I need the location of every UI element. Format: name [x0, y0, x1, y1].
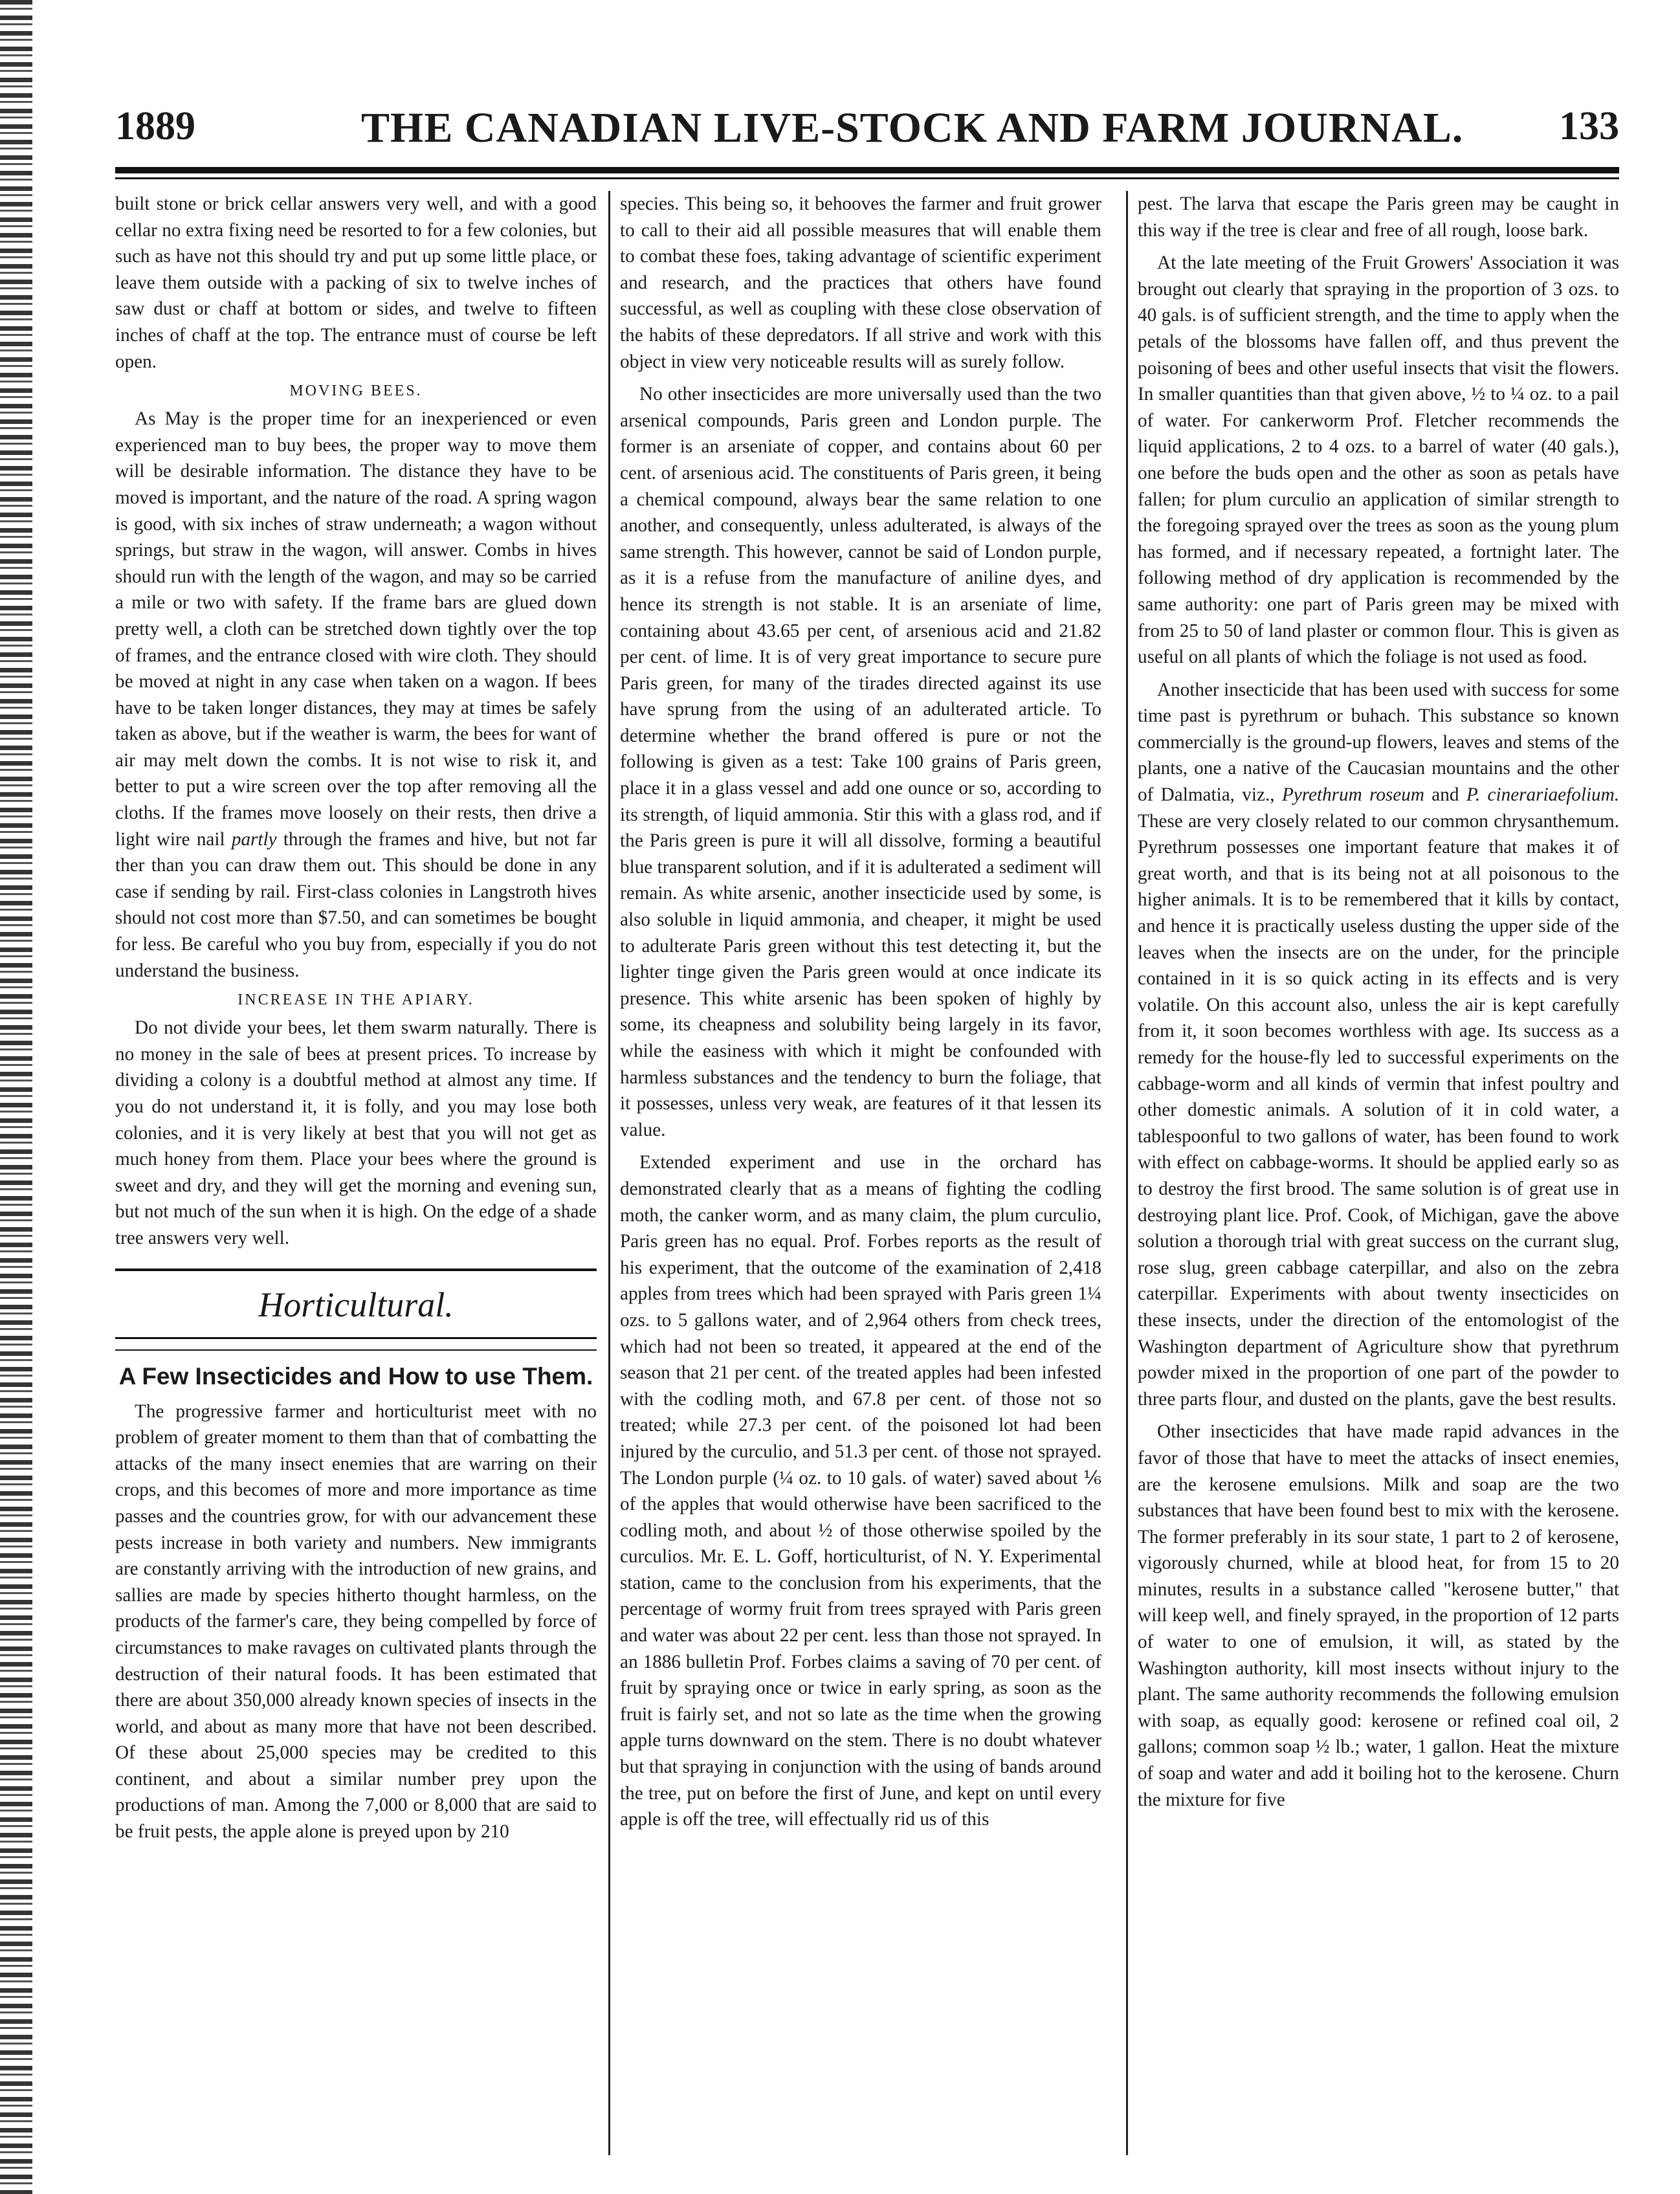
- column-separator-2: [1126, 191, 1128, 2155]
- col1-paragraph-4: The progressive farmer and horticulturist meet with no problem of greater moment to them than that of combatting the attacks of the many insect enemies that are warring on their crops, and this becomes of more and more importance as time passes and the countries grow, for with our advancement these pests increase in both variety and numbers. New immigrants are constantly arriving with the introduction of new grains, and sallies are made by species hitherto thought harmless, on the products of the farmer's care, they being compelled by force of circumstances to make ravages on cultivated plants through the destruction of their natural foods. It has been estimated that there are about 350,000 already known species of insects in the world, and about as many more that have not been described. Of these about 25,000 species may be credited to this continent, and about a similar number prey upon the productions of man. Among the 7,000 or 8,000 that are said to be fruit pests, the apple alone is preyed upon by 210: [115, 1401, 597, 1843]
- col1-p2-rest: through the frames and hive, but not far ther than you can draw them out. This should be done in any case if sending by rail. First-class colonies in Langstroth hives should not cost more than $7.50, and can sometimes be bought for less. Be careful who you buy from, especially if you do not understand the business.: [115, 828, 597, 981]
- article-title: A Few Insecticides and How to use Them.: [115, 1349, 597, 1391]
- masthead-title: THE CANADIAN LIVE-STOCK AND FARM JOURNAL.: [361, 104, 1464, 151]
- col3-paragraph-4: Other insecticides that have made rapid advances in the favor of those that have to meet the attacks of insect enemies, are the kerosene emulsions. Milk and soap are the two substances that have been found best to mix with the kerosene. The former preferably in its sour state, 1 part to 2 of kerosene, vigorously churned, while at blood heat, for from 15 to 20 minutes, results in a substance called "kerosene butter," that will keep well, and finely sprayed, in the proportion of 12 parts of water to one of emulsion, it will, as stated by the Washington authority, kill most insects without injury to the plant. The same authority recommends the following emulsion with soap, as equally good: kerosene or refined coal oil, 2 gallons; common soap ½ lb.; water, 1 gallon. Heat the mixture of soap and water and add it boiling hot to the kerosene. Churn the mixture for five: [1138, 1421, 1619, 1810]
- col3-p3-and: and: [1431, 784, 1459, 806]
- col1-paragraph-3: Do not divide your bees, let them swarm naturally. There is no money in the sale of bees at present prices. To increase by dividing a colony is a doubtful method at almost any time. If you do not understand it, it is folly, and you may lose both colonies, and it is very likely at best that you will not get as much honey from them. Place your bees where the ground is sweet and dry, and they will get the morning and evening sun, but not much of the sun when it is high. On the edge of a shade tree answers very well.: [115, 1017, 597, 1248]
- section-heading-moving-bees: MOVING BEES.: [289, 382, 423, 400]
- col2-paragraph-2: No other insecticides are more universally used than the two arsenical compounds, Paris green and London purple. The former is an arseniate of copper, and contains about 60 per cent. of arsenious acid. The constituents of Paris green, it being a chemical compound, always bear the same relation to one another, and consequently, unless adulterated, is always of the same strength. This however, cannot be said of London purple, as it is a refuse from the manufacture of aniline dyes, and hence its strength is not stable. It is an arseniate of lime, containing about 43.65 per cent, of arsenious acid and 21.82 per cent. of lime. It is of very great importance to secure pure Paris green, for many of the tirades directed against its use have sprung from the using of an adulterated article. To determine whether the brand offered is pure or not the following is given as a test: Take 100 grains of Paris green, place it in a glass vessel and add one ounce or so, according to its strength, of liquid ammonia. Stir this with a glass rod, and if the Paris green is pure it will all dissolve, forming a beautiful blue transparent solution, and if it is adulterated a sediment will remain. As white arsenic, another insecticide used by some, is also soluble in liquid ammonia, and cheaper, it might be used to adulterate Paris green without this test detecting it, but the lighter tinge given the Paris green would at once indicate its presence. This white arsenic has been spoken of highly by some, its cheapness and solubility being largely in its favor, while the easiness with which it might be confounded with harmless substances and the tendency to burn the foliage, that it possesses, unless very weak, are features of it that lessen its value.: [620, 384, 1101, 1140]
- column-1: [115, 191, 597, 2155]
- column-3: [1138, 191, 1619, 2155]
- masthead-rule-thin: [115, 177, 1619, 179]
- col3-p3-text-b: These are very closely related to our common chrysanthemum. Pyrethrum possesses one important feature that makes it of great worth, and that is its being not at all poisonous to the higher animals. It is to be remembered that it kills by contact, and hence it is practically useless dusting the upper side of the leaves when the insects are on the under, for the principle contained in it is so quick acting in its effects and is very volatile. On this account also, unless the air is kept carefully from it, it soon becomes worthless with age. Its success as a remedy for the house-fly led to successful experiments on the cabbage-worm and all kinds of vermin that infest poultry and other domestic animals. A solution of it in cold water, a tablespoonful to two gallons of water, has been found to work with effect on cabbage-worms. It should be applied early so as to destroy the first brood. The same solution is of great use in destroying plant lice. Prof. Cook, of Michigan, gave the above solution a thorough trial with great success on the currant slug, rose slug, green cabbage caterpillar, and also on the zebra caterpillar. Experiments with about twenty insecticides on these insects, under the direction of the entomologist of the Washington department of Agriculture show that pyrethrum powder mixed in the proportion of one part of the powder to three parts flour, and dusted on the plants, gave the best results.: [1138, 810, 1619, 1410]
- masthead: [115, 97, 1619, 162]
- col3-p3-text-a: Another insecticide that has been used with success for some time past is pyrethrum or buhach. This substance so known commercially is the ground-up flowers, leaves and stems of the plants, one a native of the Caucasian mountains and the other of Dalmatia, viz.,: [1138, 679, 1619, 806]
- masthead-year: 1889: [115, 104, 195, 148]
- col1-p2-text: As May is the proper time for an inexperienced or even experienced man to buy bees, the proper way to move them will be desirable information. The distance they have to be moved is important, and the nature of the road. A spring wagon is good, with six inches of straw underneath; a wagon without springs, but straw in the wagon, will answer. Combs in hives should run with the length of the wagon, and may so be carried a mile or two with safety. If the frame bars are glued down pretty well, a cloth can be stretched down tightly over the top of frames, and the entrance closed with wire cloth. They should be moved at night in any case when taken on a wagon. If bees have to be taken longer distances, they may at times be safely taken as above, but if the weather is warm, the bees for want of air may melt down the combs. It is not wise to risk it, and better to put a wire screen over the top after removing all the cloths. If the frames move loosely on their rests, then drive a light wire nail: [115, 408, 597, 850]
- page-binding-edge: [0, 0, 32, 2194]
- column-2: [620, 191, 1101, 2155]
- col1-paragraph-1: built stone or brick cellar answers very well, and with a good cellar no extra fixing need be resorted to for a few colonies, but such as have not this should try and put up some little place, or leave them outside with a packing of six to twelve inches of saw dust or chaff at bottom or sides, and twelve to fifteen inches of chaff at the top. The entrance must of course be left open.: [115, 194, 597, 372]
- col3-p3-species-1: Pyrethrum roseum: [1281, 784, 1424, 806]
- department-heading: Horticultural.: [115, 1269, 597, 1339]
- column-separator-1: [608, 191, 610, 2155]
- section-heading-increase: INCREASE IN THE APIARY.: [238, 992, 474, 1009]
- page-number: 133: [1559, 104, 1619, 148]
- masthead-rule-thick: [115, 167, 1619, 173]
- col2-paragraph-1: species. This being so, it behooves the farmer and fruit grower to call to their aid all possible measures that will enable them to combat these foes, taking advantage of scientific experiment and research, and the practices that others have found successful, as well as coupling with these close observation of the habits of these depredators. If all strive and work with this object in view very noticeable results will as surely follow.: [620, 194, 1101, 372]
- col3-p3-species-2: P. cinerariaefolium.: [1466, 784, 1619, 806]
- col2-paragraph-3: Extended experiment and use in the orchard has demonstrated clearly that as a means of fighting the codling moth, the canker worm, and as many claim, the plum curculio, Paris green has no equal. Prof. Forbes reports as the result of his experiment, that the outcome of the examination of 2,418 apples from trees which had been sprayed with Paris green 1¼ ozs. to 5 gallons water, and of 2,964 others from check trees, which had not been so treated, it appeared at the end of the season that 21 per cent. of the treated apples had been infested with the codling moth, and 67.8 per cent. of those not so treated; while 27.3 per cent. of the poisoned lot had been injured by the curculio, and 51.3 per cent. of those not sprayed. The London purple (¼ oz. to 10 gals. of water) saved about ⅙ of the apples that would otherwise have been sacrificed to the codling moth, and about ½ of those otherwise spoiled by the curculios. Mr. E. L. Goff, horticulturist, of N. Y. Experimental station, came to the conclusion from his experiments, that the percentage of wormy fruit from trees sprayed with Paris green and water was about 22 per cent. less than those not sprayed. In an 1886 bulletin Prof. Forbes claims a saving of 70 per cent. of fruit by spraying once or twice in early spring, as soon as the fruit is fairly set, and not so late as the time when the growing apple turns downward on the stem. There is no doubt whatever but that spraying in conjunction with the using of bands around the tree, put on before the first of June, and kept on until every apple is off the tree, will effectually rid us of this: [620, 1152, 1101, 1830]
- col1-paragraph-2: [115, 406, 597, 984]
- col1-p2-italic: partly: [231, 828, 277, 850]
- newspaper-page: [115, 97, 1619, 2155]
- col3-paragraph-1: pest. The larva that escape the Paris green may be caught in this way if the tree is clear and free of all rough, loose bark.: [1138, 194, 1619, 241]
- col3-paragraph-3: [1138, 677, 1619, 1413]
- col3-paragraph-2: At the late meeting of the Fruit Growers' Association it was brought out clearly that spraying in the proportion of 3 ozs. to 40 gals. is of sufficient strength, and the time to apply when the petals of the blossoms have fallen off, and thus prevent the poisoning of bees and other useful insects that visit the flowers. In smaller quantities than that given above, ½ to ¼ oz. to a pail of water. For cankerworm Prof. Fletcher recommends the liquid applications, 2 to 4 ozs. to a barrel of water (40 gals.), one before the buds open and the other as soon as petals have fallen; for plum curculio an application of similar strength to the foregoing sprayed over the trees as soon as the young plum has formed, and if necessary repeated, a fortnight later. The following method of dry application is recommended by the same authority: one part of Paris green may be mixed with from 25 to 50 of land plaster or common flour. This is given as useful on all plants of which the foliage is not used as food.: [1138, 252, 1619, 668]
